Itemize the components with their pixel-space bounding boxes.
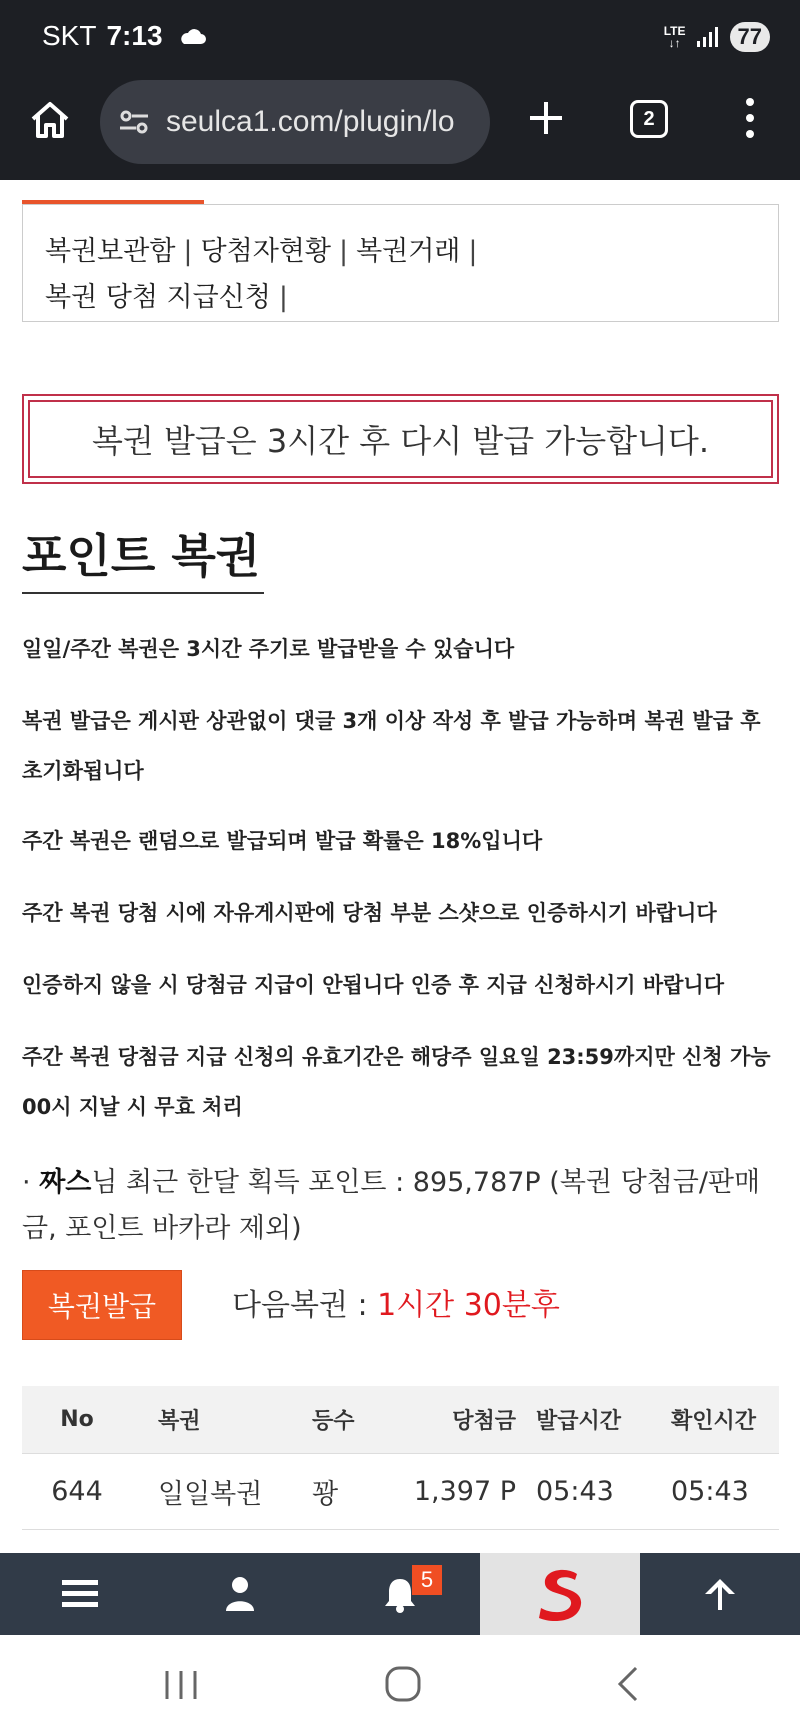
cell-lottery: 일일복권 (158, 1479, 263, 1510)
info-line: 주간 복권 당첨금 지급 신청의 유효기간은 해당주 일요일 23:59까지만 신청 가능 00시 지날 시 무효 처리 (22, 1045, 771, 1119)
user-icon (225, 1576, 255, 1612)
info-line: 복권 발급은 게시판 상관없이 댓글 3개 이상 작성 후 발급 가능하며 복권 발급 후 초기화됩니다 (22, 709, 761, 783)
tab-switcher-button[interactable]: 2 (630, 100, 668, 138)
url-text: seulca1.com/plugin/lo (166, 105, 455, 138)
carrier-label: SKT (42, 20, 97, 51)
address-bar[interactable] (100, 80, 490, 164)
username: 짜스 (39, 1167, 92, 1198)
info-line: 주간 복권은 랜덤으로 발급되며 발급 확률은 18%입니다 (22, 829, 543, 853)
table-row[interactable] (22, 1454, 779, 1530)
battery-indicator: 77 (730, 22, 770, 52)
col-header: 복권 (158, 1409, 201, 1434)
cell-checked-time: 05:43 (671, 1476, 749, 1507)
user-button[interactable] (160, 1553, 320, 1635)
home-circle-icon[interactable] (384, 1665, 422, 1703)
col-header: 확인시간 (671, 1409, 757, 1434)
back-icon[interactable] (614, 1665, 640, 1703)
lottery-table (22, 1386, 779, 1530)
tune-icon[interactable] (118, 108, 150, 136)
status-left (42, 20, 207, 52)
info-line: 인증하지 않을 시 당첨금 지급이 안됩니다 인증 후 지급 신청하시기 바랍니다 (22, 973, 724, 997)
clock: 7:13 (106, 20, 163, 51)
menu-link-payout-request[interactable]: 복권 당첨 지급신청 (45, 282, 271, 313)
scroll-top-button[interactable] (640, 1553, 800, 1635)
monthly-points-info: · 짜스님 최근 한달 획득 포인트 : 895,787P (복권 당첨금/판매금, 포인트 바카라 제외) (22, 1167, 761, 1244)
page-title: 포인트 복권 (22, 529, 261, 583)
title-underline (22, 592, 264, 594)
notifications-button[interactable] (320, 1553, 480, 1635)
points-text: 님 최근 한달 획득 포인트 : 895,787P (복권 당첨금/판매금, 포인트 바카라 제외) (22, 1167, 761, 1244)
site-bottom-bar (0, 1553, 800, 1635)
more-icon[interactable] (742, 96, 758, 140)
cell-prize: 1,397 P (413, 1476, 516, 1507)
cell-rank: 꽝 (312, 1479, 339, 1510)
browser-toolbar (0, 76, 800, 180)
col-header: 발급시간 (536, 1409, 622, 1434)
home-icon[interactable] (28, 98, 72, 142)
site-logo-button[interactable] (480, 1553, 640, 1635)
menu-link-storage[interactable]: 복권보관함 (45, 236, 176, 267)
issue-lottery-button[interactable]: 복권발급 (22, 1270, 182, 1340)
cloud-icon (177, 27, 207, 45)
notification-badge: 5 (412, 1565, 442, 1595)
plus-icon[interactable] (526, 98, 566, 138)
menu-button[interactable] (0, 1553, 160, 1635)
page-content (0, 180, 800, 1553)
cell-no: 644 (51, 1476, 103, 1507)
col-header: No (60, 1407, 94, 1432)
site-logo-icon (535, 1566, 585, 1622)
menu-link-winners[interactable]: 당첨자현황 (200, 236, 331, 267)
info-line: 일일/주간 복권은 3시간 주기로 발급받을 수 있습니다 (22, 637, 515, 661)
col-header: 등수 (312, 1409, 355, 1434)
notice-box (22, 394, 779, 484)
status-bar (0, 0, 800, 76)
notice-text: 복권 발급은 3시간 후 다시 발급 가능합니다. (28, 400, 773, 478)
cell-issued-time: 05:43 (536, 1476, 614, 1507)
menu-link-trade[interactable]: 복권거래 (356, 236, 461, 267)
next-lottery-label: 다음복권 : 1시간 30분후 (232, 1288, 560, 1323)
info-line: 주간 복권 당첨 시에 자유게시판에 당첨 부분 스샷으로 인증하시기 바랍니다 (22, 901, 717, 925)
network-type: LTE ↓↑ (663, 24, 686, 50)
recents-icon[interactable] (163, 1669, 199, 1701)
arrow-up-icon (702, 1576, 738, 1612)
signal-icon (696, 26, 720, 48)
col-header: 당첨금 (452, 1409, 516, 1434)
lottery-menu: 복권보관함 | 당첨자현황 | 복권거래 | 복권 당첨 지급신청 | (22, 204, 779, 322)
next-lottery-time: 1시간 30분후 (377, 1288, 560, 1323)
table-header (22, 1386, 779, 1454)
system-navigation-bar (0, 1635, 800, 1734)
menu-icon (62, 1578, 98, 1610)
status-right (664, 22, 770, 52)
